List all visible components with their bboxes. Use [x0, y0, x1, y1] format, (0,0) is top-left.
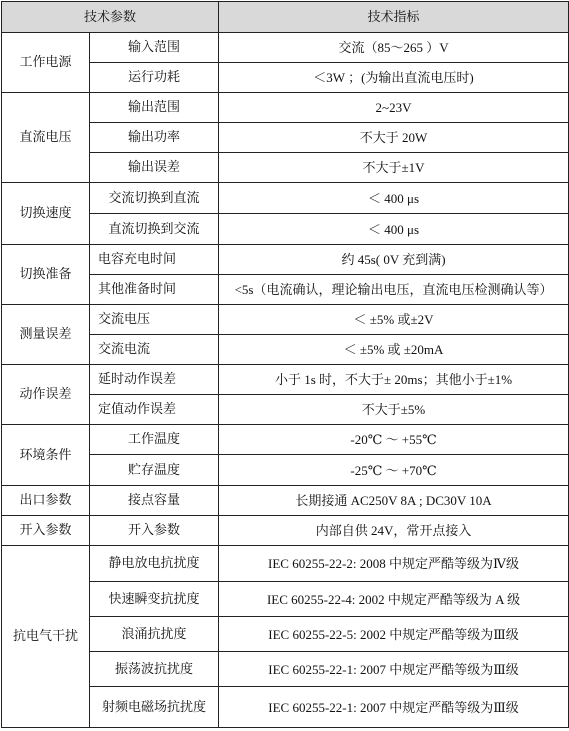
group-output: 出口参数	[2, 486, 90, 516]
param-cell: 输出功率	[90, 123, 219, 153]
param-cell: 振荡波抗扰度	[90, 652, 219, 687]
param-cell: 输出范围	[90, 93, 219, 123]
spec-cell: IEC 60255-22-1: 2007 中规定严酷等级为Ⅲ级	[219, 652, 569, 687]
param-cell: 电容充电时间	[90, 245, 219, 275]
group-measure-error: 测量误差	[2, 305, 90, 365]
spec-cell: IEC 60255-22-1: 2007 中规定严酷等级为Ⅲ级	[219, 687, 569, 728]
spec-cell: 不大于 20W	[219, 123, 569, 153]
group-action-error: 动作误差	[2, 365, 90, 425]
param-cell: 定值动作误差	[90, 395, 219, 425]
param-cell: 浪涌抗扰度	[90, 617, 219, 652]
spec-cell: ＜ 400 μs	[219, 214, 569, 245]
group-environment: 环境条件	[2, 425, 90, 486]
table-row	[2, 245, 569, 275]
table-row	[2, 516, 569, 546]
table-row	[2, 183, 569, 214]
spec-cell: -25℃ ～ +70℃	[219, 455, 569, 486]
spec-cell: 不大于±5%	[219, 395, 569, 425]
param-cell: 直流切换到交流	[90, 214, 219, 245]
param-cell: 静电放电抗扰度	[90, 546, 219, 582]
param-cell: 开入参数	[90, 516, 219, 546]
spec-cell: 小于 1s 时，不大于± 20ms；其他小于±1%	[219, 365, 569, 395]
table-row	[2, 305, 569, 335]
header-row	[2, 2, 569, 33]
param-cell: 工作温度	[90, 425, 219, 455]
param-cell: 交流切换到直流	[90, 183, 219, 214]
group-dc-voltage: 直流电压	[2, 93, 90, 183]
group-input: 开入参数	[2, 516, 90, 546]
spec-cell: 不大于±1V	[219, 153, 569, 183]
group-switch-speed: 切换速度	[2, 183, 90, 245]
spec-cell: 长期接通 AC250V 8A ; DC30V 10A	[219, 486, 569, 516]
spec-cell: 2~23V	[219, 93, 569, 123]
spec-cell: IEC 60255-22-2: 2008 中规定严酷等级为Ⅳ级	[219, 546, 569, 582]
param-cell: 贮存温度	[90, 455, 219, 486]
spec-cell: IEC 60255-22-5: 2002 中规定严酷等级为Ⅲ级	[219, 617, 569, 652]
table-row	[2, 546, 569, 582]
spec-cell: 交流（85～265 ）V	[219, 33, 569, 63]
param-cell: 接点容量	[90, 486, 219, 516]
param-cell: 射频电磁场抗扰度	[90, 687, 219, 728]
spec-cell: ＜ ±5% 或 ±20mA	[219, 335, 569, 365]
spec-cell: ＜3W ；(为输出直流电压时)	[219, 63, 569, 93]
table-row	[2, 365, 569, 395]
header-spec: 技术指标	[219, 2, 569, 33]
spec-table	[1, 1, 569, 728]
spec-cell: 约 45s( 0V 充到满)	[219, 245, 569, 275]
table-row	[2, 33, 569, 63]
group-emc: 抗电气干扰	[2, 546, 90, 728]
spec-cell: ＜ ±5% 或±2V	[219, 305, 569, 335]
param-cell: 延时动作误差	[90, 365, 219, 395]
table-row	[2, 486, 569, 516]
param-cell: 运行功耗	[90, 63, 219, 93]
group-switch-prep: 切换准备	[2, 245, 90, 305]
spec-cell: 内部自供 24V，常开点接入	[219, 516, 569, 546]
param-cell: 输出误差	[90, 153, 219, 183]
spec-cell: IEC 60255-22-4: 2002 中规定严酷等级为 A 级	[219, 582, 569, 617]
param-cell: 其他准备时间	[90, 275, 219, 305]
param-cell: 交流电流	[90, 335, 219, 365]
table-row	[2, 425, 569, 455]
param-cell: 交流电压	[90, 305, 219, 335]
table-row	[2, 93, 569, 123]
spec-cell: ＜ 400 μs	[219, 183, 569, 214]
group-power: 工作电源	[2, 33, 90, 93]
param-cell: 快速瞬变抗扰度	[90, 582, 219, 617]
header-param: 技术参数	[2, 2, 219, 33]
spec-cell: -20℃ ～ +55℃	[219, 425, 569, 455]
spec-cell: <5s（电流确认，理论输出电压，直流电压检测确认等）	[219, 275, 569, 305]
param-cell: 输入范围	[90, 33, 219, 63]
